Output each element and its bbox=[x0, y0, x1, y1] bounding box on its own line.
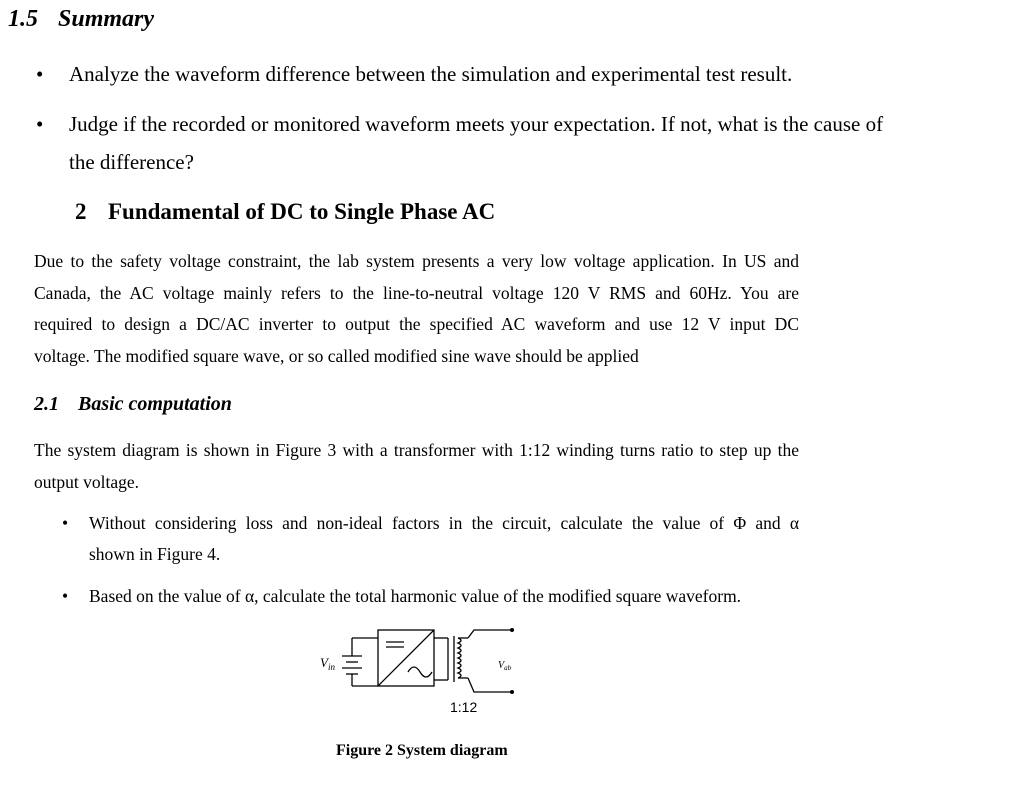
section-title: Summary bbox=[58, 6, 155, 32]
bullet-text: Judge if the recorded or monitored waveform meets your expectation. If not, what is the cause of bbox=[69, 112, 884, 136]
bullet-text: Based on the value of α, calculate the total harmonic value of the modified square waveform. bbox=[89, 586, 742, 606]
paragraph-line: Canada, the AC voltage mainly refers to the line-to-neutral voltage 120 V RMS and 60Hz. You are bbox=[34, 282, 799, 303]
paragraph-line: Due to the safety voltage constraint, the lab system presents a very low voltage application. In US and bbox=[34, 251, 799, 271]
bullet-dot: • bbox=[62, 586, 69, 606]
computation-paragraph bbox=[34, 435, 799, 498]
section-number: 2 bbox=[75, 199, 87, 224]
output-terminals bbox=[468, 630, 512, 692]
inverter-block bbox=[378, 630, 434, 686]
section-heading-2 bbox=[75, 199, 495, 225]
section-number: 1.5 bbox=[8, 6, 38, 32]
terminal-a bbox=[510, 628, 514, 632]
paragraph-line: The system diagram is shown in Figure 3 with a transformer with 1:12 winding turns ratio to step up the bbox=[34, 440, 799, 460]
bullet-text: the difference? bbox=[69, 150, 194, 174]
section-heading-1-5 bbox=[8, 6, 154, 33]
system-diagram bbox=[300, 620, 540, 725]
bullet-text: Analyze the waveform difference between the simulation and experimental test result. bbox=[69, 62, 793, 86]
terminal-b bbox=[510, 690, 514, 694]
section-title: Fundamental of DC to Single Phase AC bbox=[108, 199, 496, 224]
bullet-text: shown in Figure 4. bbox=[89, 544, 221, 564]
transformer-symbol bbox=[434, 636, 468, 682]
intro-paragraph bbox=[34, 246, 799, 372]
dc-source-symbol bbox=[342, 638, 378, 686]
figure-caption: Figure 2 System diagram bbox=[336, 742, 508, 759]
turns-ratio-label: 1:12 bbox=[450, 699, 478, 715]
section-title: Basic computation bbox=[78, 393, 232, 415]
bullet-dot: • bbox=[62, 513, 69, 533]
paragraph-line: required to design a DC/AC inverter to output the specified AC waveform and use 12 V input DC bbox=[34, 314, 799, 334]
vin-label: $V_{in}$ bbox=[320, 655, 335, 672]
bullet-text: Without considering loss and non-ideal factors in the circuit, calculate the value of Φ and α bbox=[89, 513, 799, 533]
paragraph-line: voltage. The modified square wave, or so called modified sine wave should be applied bbox=[34, 345, 639, 366]
vab-label: $V_{ab}$ bbox=[498, 660, 512, 672]
section-heading-2-1 bbox=[34, 393, 232, 416]
bullet-dot: • bbox=[36, 62, 44, 86]
bullet-dot: • bbox=[36, 112, 44, 136]
paragraph-line: output voltage. bbox=[34, 471, 139, 492]
section-number: 2.1 bbox=[34, 393, 59, 415]
